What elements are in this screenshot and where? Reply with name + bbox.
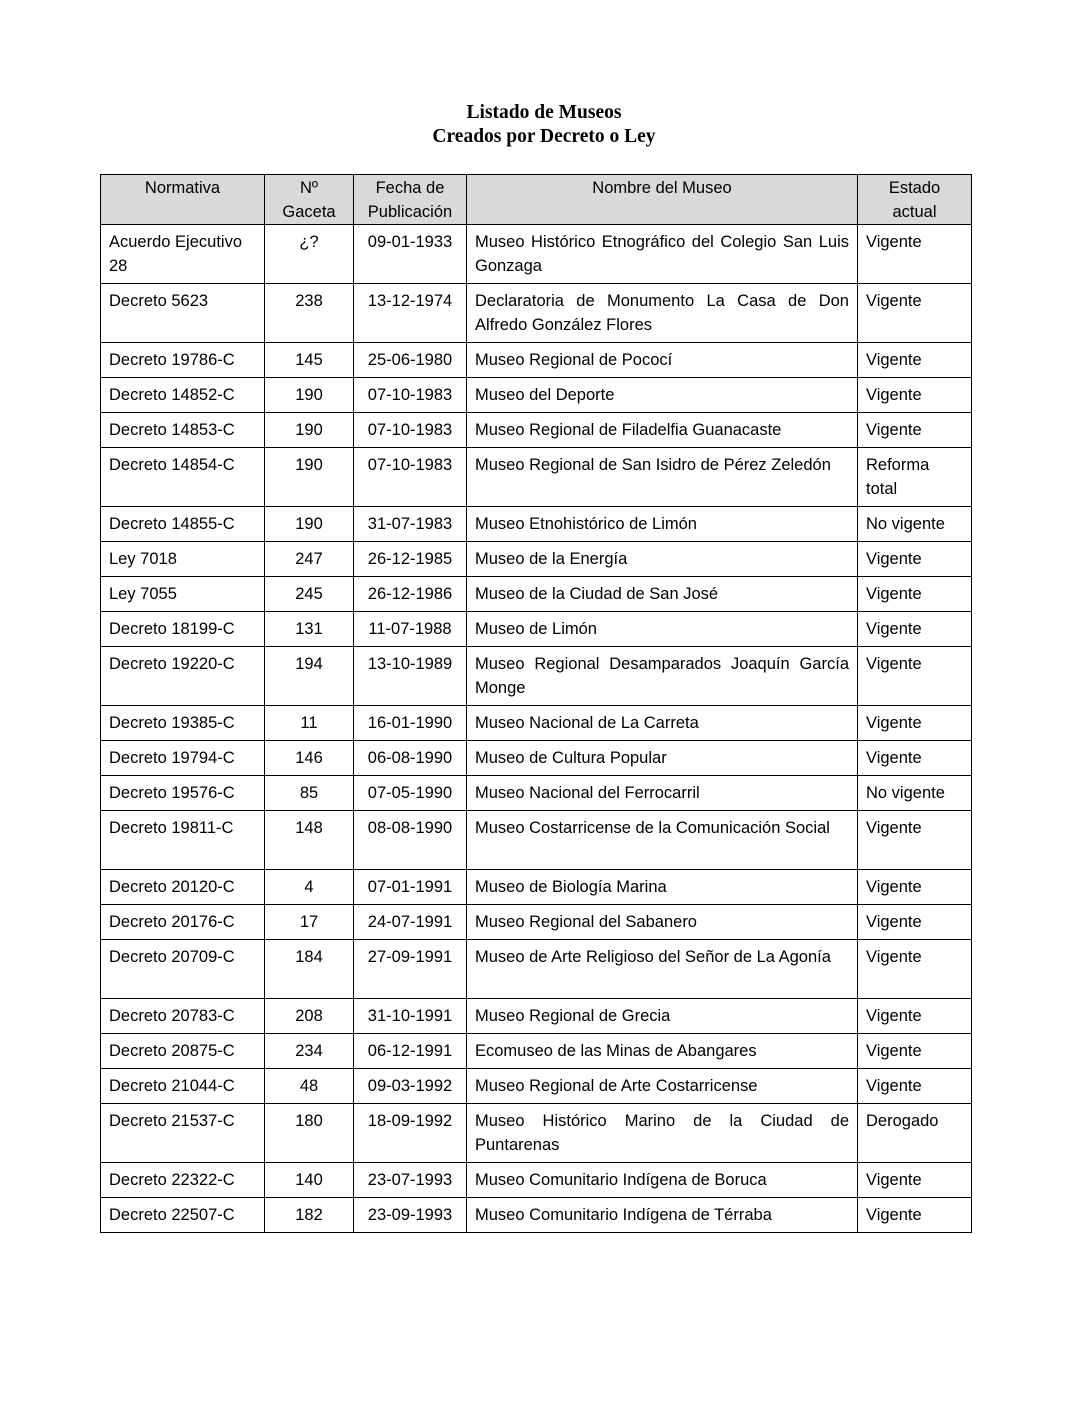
title-line-2: Creados por Decreto o Ley <box>432 126 656 147</box>
header-gaceta-line-1: Nº <box>300 179 318 197</box>
table-row <box>101 741 972 776</box>
cell-nombre: Museo de Biología Marina <box>467 870 858 905</box>
cell-normativa: Decreto 22322-C <box>101 1163 265 1198</box>
cell-estado: Vigente <box>858 225 972 284</box>
cell-fecha: 07-10-1983 <box>354 378 467 413</box>
cell-gaceta: 184 <box>265 940 354 999</box>
cell-fecha: 13-10-1989 <box>354 647 467 706</box>
cell-nombre: Ecomuseo de las Minas de Abangares <box>467 1034 858 1069</box>
table-row <box>101 284 972 343</box>
table-row <box>101 776 972 811</box>
table-row <box>101 1034 972 1069</box>
header-estado-line-2: actual <box>892 203 937 221</box>
cell-normativa: Decreto 14854-C <box>101 448 265 507</box>
museums-table <box>100 174 972 1233</box>
cell-nombre: Declaratoria de Monumento La Casa de Don Alfredo González Flores <box>467 284 858 343</box>
cell-estado: Vigente <box>858 612 972 647</box>
cell-gaceta: 194 <box>265 647 354 706</box>
cell-nombre: Museo Regional de Filadelfia Guanacaste <box>467 413 858 448</box>
title-line-1: Listado de Museos <box>466 102 622 123</box>
cell-nombre: Museo Etnohistórico de Limón <box>467 507 858 542</box>
cell-fecha: 11-07-1988 <box>354 612 467 647</box>
table-row <box>101 448 972 507</box>
cell-normativa: Decreto 20875-C <box>101 1034 265 1069</box>
cell-fecha: 07-10-1983 <box>354 448 467 507</box>
cell-estado: Vigente <box>858 1069 972 1104</box>
header-fecha-line-1: Fecha de <box>375 179 445 197</box>
table-row <box>101 706 972 741</box>
cell-nombre: Museo Histórico Etnográfico del Colegio San Luis Gonzaga <box>467 225 858 284</box>
cell-gaceta: 247 <box>265 542 354 577</box>
cell-fecha: 06-12-1991 <box>354 1034 467 1069</box>
cell-fecha: 26-12-1986 <box>354 577 467 612</box>
cell-gaceta: 238 <box>265 284 354 343</box>
cell-estado: Vigente <box>858 905 972 940</box>
cell-nombre: Museo de Arte Religioso del Señor de La Agonía <box>467 940 858 999</box>
cell-estado: Vigente <box>858 811 972 870</box>
cell-fecha: 06-08-1990 <box>354 741 467 776</box>
cell-estado: Vigente <box>858 741 972 776</box>
cell-nombre: Museo Nacional del Ferrocarril <box>467 776 858 811</box>
cell-fecha: 23-07-1993 <box>354 1163 467 1198</box>
cell-nombre: Museo Costarricense de la Comunicación Social <box>467 811 858 870</box>
cell-nombre: Museo Regional del Sabanero <box>467 905 858 940</box>
cell-normativa: Decreto 20176-C <box>101 905 265 940</box>
cell-normativa: Ley 7018 <box>101 542 265 577</box>
cell-normativa: Decreto 22507-C <box>101 1198 265 1233</box>
cell-gaceta: 131 <box>265 612 354 647</box>
table-row <box>101 542 972 577</box>
cell-gaceta: 245 <box>265 577 354 612</box>
cell-nombre: Museo Regional Desamparados Joaquín García Monge <box>467 647 858 706</box>
cell-estado: Vigente <box>858 378 972 413</box>
cell-estado: Derogado <box>858 1104 972 1163</box>
table-row <box>101 577 972 612</box>
table-row <box>101 905 972 940</box>
cell-normativa: Decreto 19385-C <box>101 706 265 741</box>
cell-gaceta: 234 <box>265 1034 354 1069</box>
cell-estado: Vigente <box>858 1198 972 1233</box>
cell-normativa: Decreto 21537-C <box>101 1104 265 1163</box>
page-title <box>0 101 1088 149</box>
cell-normativa: Decreto 5623 <box>101 284 265 343</box>
cell-gaceta: 190 <box>265 448 354 507</box>
cell-gaceta: 190 <box>265 507 354 542</box>
table-header-row <box>101 175 972 225</box>
cell-estado: Vigente <box>858 1163 972 1198</box>
header-normativa-label: Normativa <box>144 179 221 197</box>
cell-gaceta: 140 <box>265 1163 354 1198</box>
cell-fecha: 31-07-1983 <box>354 507 467 542</box>
cell-fecha: 13-12-1974 <box>354 284 467 343</box>
cell-nombre: Museo de la Ciudad de San José <box>467 577 858 612</box>
cell-estado: Vigente <box>858 284 972 343</box>
cell-nombre: Museo del Deporte <box>467 378 858 413</box>
header-normativa <box>101 175 265 225</box>
table-row <box>101 999 972 1034</box>
cell-fecha: 31-10-1991 <box>354 999 467 1034</box>
cell-gaceta: 145 <box>265 343 354 378</box>
cell-fecha: 24-07-1991 <box>354 905 467 940</box>
cell-nombre: Museo Histórico Marino de la Ciudad de Puntarenas <box>467 1104 858 1163</box>
cell-fecha: 07-10-1983 <box>354 413 467 448</box>
table-row <box>101 225 972 284</box>
cell-normativa: Decreto 20120-C <box>101 870 265 905</box>
cell-estado: Vigente <box>858 1034 972 1069</box>
cell-gaceta: 48 <box>265 1069 354 1104</box>
table-row <box>101 940 972 999</box>
cell-gaceta: 190 <box>265 413 354 448</box>
cell-normativa: Ley 7055 <box>101 577 265 612</box>
cell-fecha: 16-01-1990 <box>354 706 467 741</box>
cell-normativa: Decreto 19786-C <box>101 343 265 378</box>
cell-normativa: Decreto 19576-C <box>101 776 265 811</box>
cell-nombre: Museo Comunitario Indígena de Boruca <box>467 1163 858 1198</box>
cell-fecha: 23-09-1993 <box>354 1198 467 1233</box>
cell-fecha: 26-12-1985 <box>354 542 467 577</box>
cell-estado: Vigente <box>858 413 972 448</box>
cell-estado: No vigente <box>858 776 972 811</box>
cell-gaceta: 4 <box>265 870 354 905</box>
cell-gaceta: 146 <box>265 741 354 776</box>
cell-estado: Vigente <box>858 940 972 999</box>
cell-estado: Vigente <box>858 647 972 706</box>
cell-gaceta: 190 <box>265 378 354 413</box>
header-fecha <box>354 175 467 225</box>
header-gaceta-line-2: Gaceta <box>282 203 336 221</box>
cell-gaceta: ¿? <box>265 225 354 284</box>
table-row <box>101 870 972 905</box>
cell-gaceta: 180 <box>265 1104 354 1163</box>
header-fecha-line-2: Publicación <box>367 203 453 221</box>
cell-normativa: Decreto 18199-C <box>101 612 265 647</box>
cell-estado: No vigente <box>858 507 972 542</box>
cell-estado: Reforma total <box>858 448 972 507</box>
table-row <box>101 1104 972 1163</box>
cell-normativa: Decreto 20709-C <box>101 940 265 999</box>
cell-estado: Vigente <box>858 577 972 612</box>
cell-nombre: Museo Nacional de La Carreta <box>467 706 858 741</box>
cell-estado: Vigente <box>858 999 972 1034</box>
cell-nombre: Museo de la Energía <box>467 542 858 577</box>
cell-normativa: Decreto 14855-C <box>101 507 265 542</box>
cell-estado: Vigente <box>858 870 972 905</box>
table-body <box>101 225 972 1233</box>
cell-nombre: Museo Regional de Arte Costarricense <box>467 1069 858 1104</box>
cell-nombre: Museo Regional de Grecia <box>467 999 858 1034</box>
cell-estado: Vigente <box>858 343 972 378</box>
cell-gaceta: 17 <box>265 905 354 940</box>
cell-normativa: Acuerdo Ejecutivo 28 <box>101 225 265 284</box>
cell-normativa: Decreto 14852-C <box>101 378 265 413</box>
table-row <box>101 811 972 870</box>
table-row <box>101 1163 972 1198</box>
cell-gaceta: 182 <box>265 1198 354 1233</box>
cell-gaceta: 85 <box>265 776 354 811</box>
table-row <box>101 378 972 413</box>
table-row <box>101 612 972 647</box>
table-row <box>101 413 972 448</box>
table-row <box>101 647 972 706</box>
cell-fecha: 07-01-1991 <box>354 870 467 905</box>
cell-fecha: 25-06-1980 <box>354 343 467 378</box>
cell-nombre: Museo de Cultura Popular <box>467 741 858 776</box>
cell-nombre: Museo Regional de Pococí <box>467 343 858 378</box>
cell-normativa: Decreto 14853-C <box>101 413 265 448</box>
cell-gaceta: 148 <box>265 811 354 870</box>
cell-nombre: Museo de Limón <box>467 612 858 647</box>
table-row <box>101 1069 972 1104</box>
cell-fecha: 27-09-1991 <box>354 940 467 999</box>
cell-normativa: Decreto 19220-C <box>101 647 265 706</box>
cell-normativa: Decreto 19811-C <box>101 811 265 870</box>
table-row <box>101 1198 972 1233</box>
header-nombre-label: Nombre del Museo <box>592 179 732 197</box>
cell-nombre: Museo Regional de San Isidro de Pérez Zeledón <box>467 448 858 507</box>
cell-normativa: Decreto 19794-C <box>101 741 265 776</box>
cell-gaceta: 208 <box>265 999 354 1034</box>
cell-nombre: Museo Comunitario Indígena de Térraba <box>467 1198 858 1233</box>
header-estado-line-1: Estado <box>888 179 941 197</box>
cell-fecha: 09-03-1992 <box>354 1069 467 1104</box>
header-gaceta <box>265 175 354 225</box>
cell-fecha: 18-09-1992 <box>354 1104 467 1163</box>
cell-fecha: 07-05-1990 <box>354 776 467 811</box>
header-estado <box>858 175 972 225</box>
cell-fecha: 08-08-1990 <box>354 811 467 870</box>
header-nombre <box>467 175 858 225</box>
cell-normativa: Decreto 21044-C <box>101 1069 265 1104</box>
cell-gaceta: 11 <box>265 706 354 741</box>
table-row <box>101 507 972 542</box>
table-row <box>101 343 972 378</box>
cell-estado: Vigente <box>858 542 972 577</box>
cell-fecha: 09-01-1933 <box>354 225 467 284</box>
cell-normativa: Decreto 20783-C <box>101 999 265 1034</box>
cell-estado: Vigente <box>858 706 972 741</box>
